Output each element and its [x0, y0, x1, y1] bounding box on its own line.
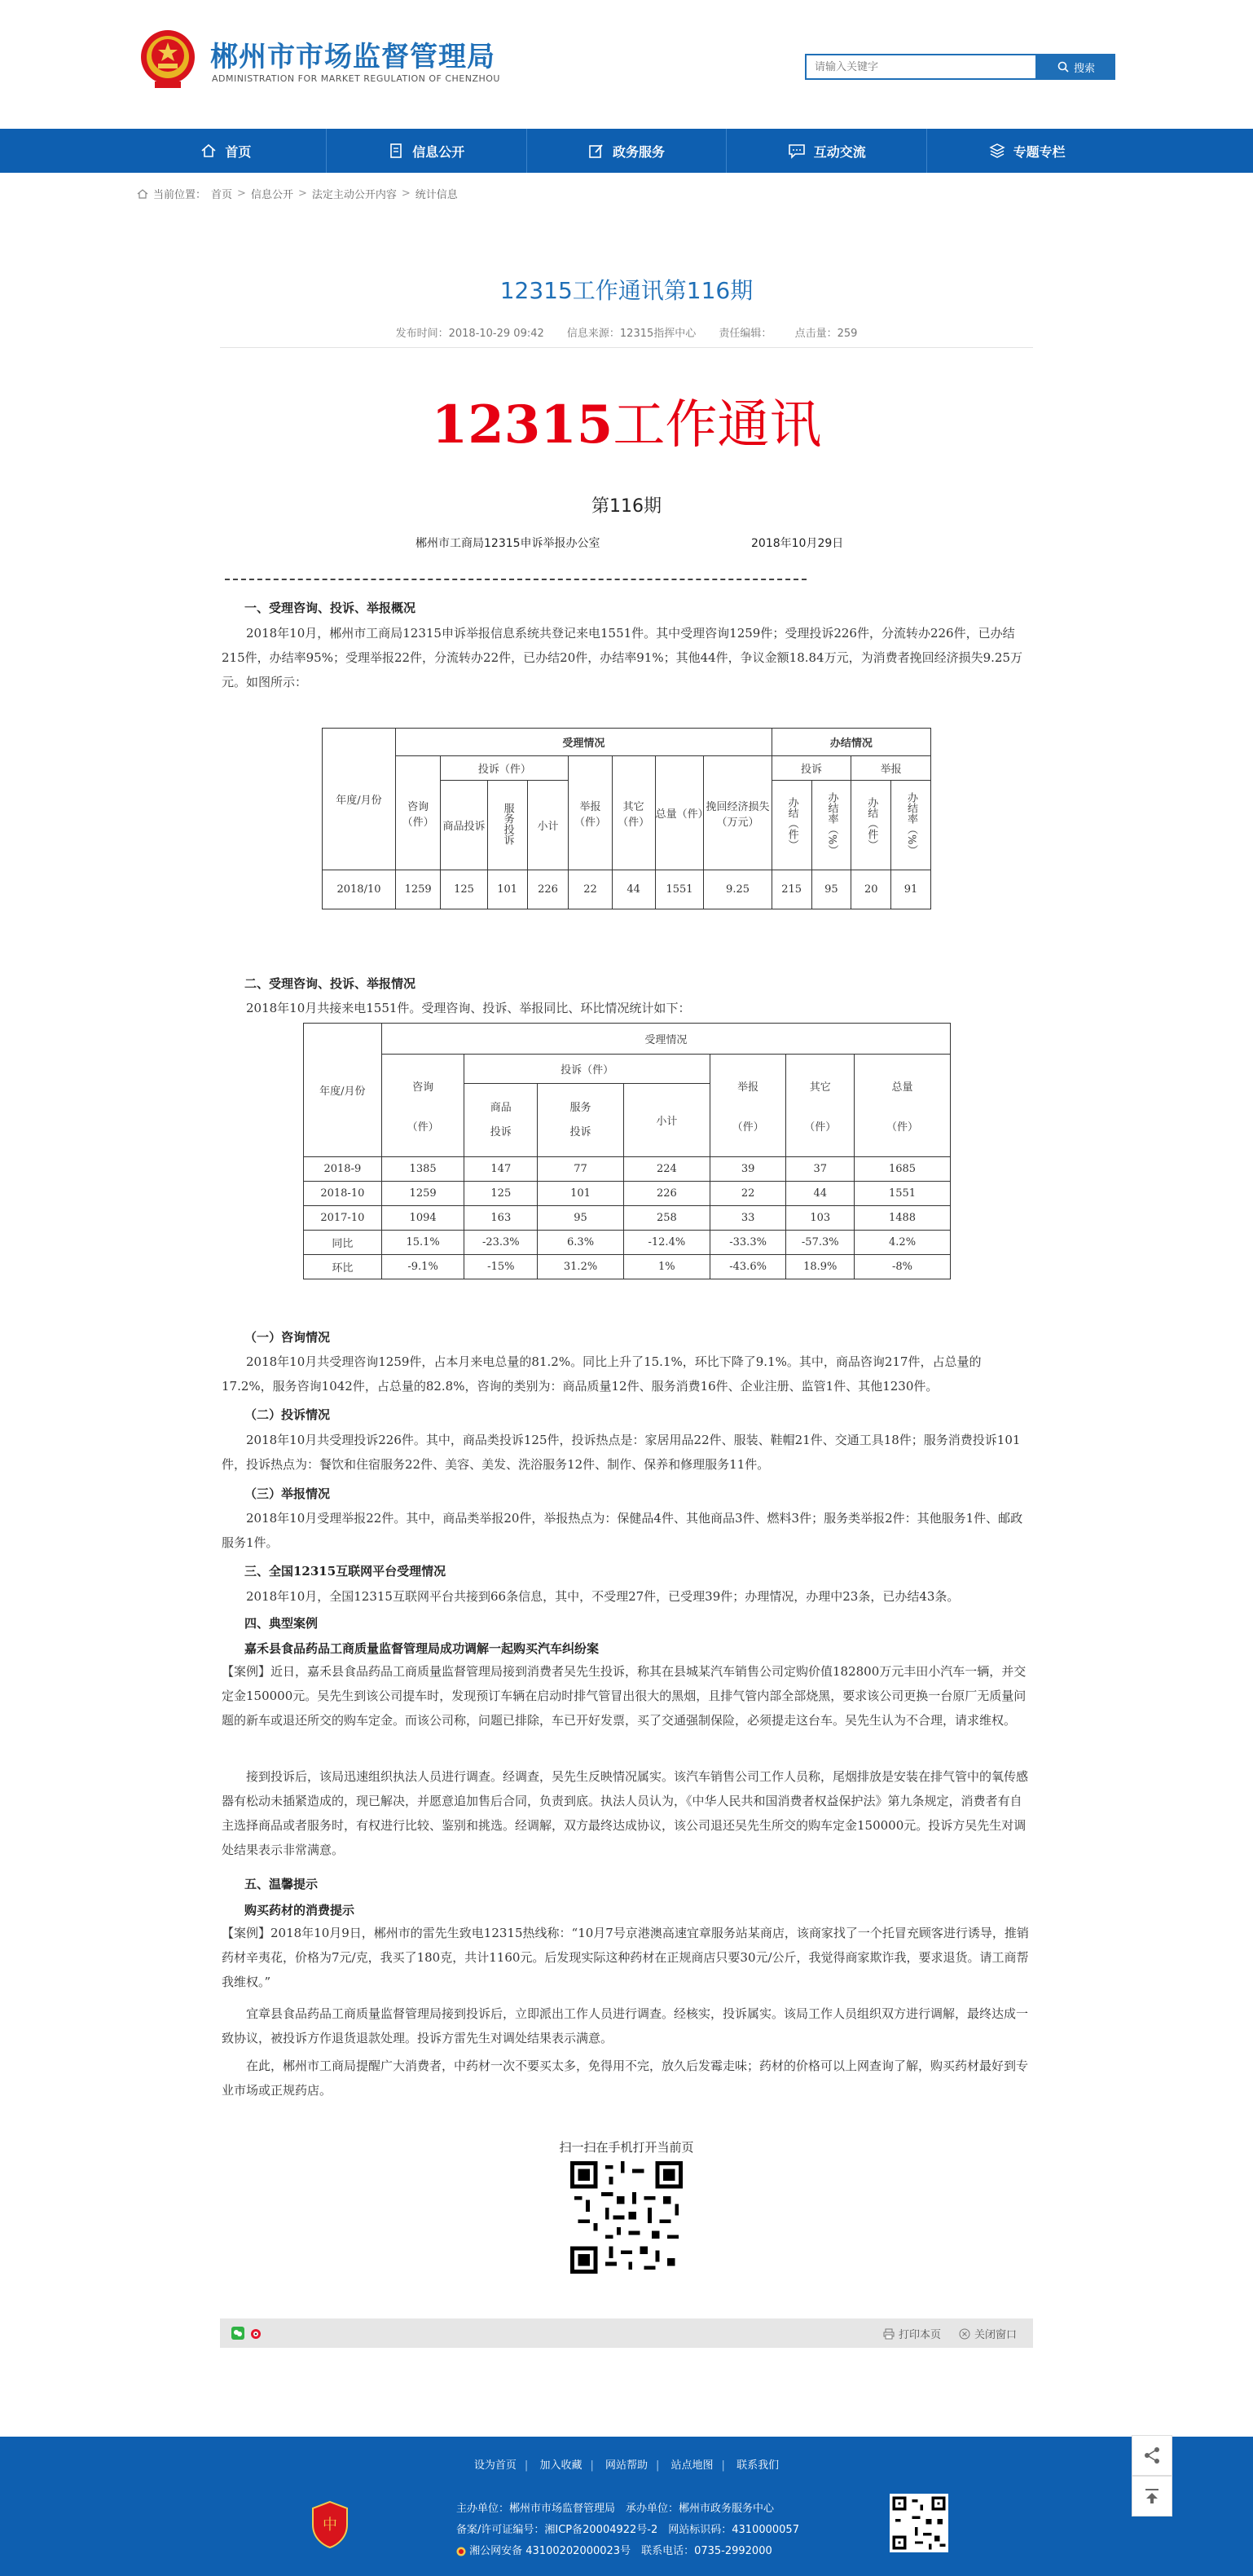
- footer-icp: 备案/许可证编号：湘ICP备20004922号-2 网站标识码：4310000057: [456, 2524, 799, 2536]
- paragraph: 2018年10月，全国12315互联网平台共接到66条信息，其中，不受理27件，已受理39件；办理情况，办理中23条，已办结43条。: [246, 1589, 960, 1604]
- search-icon: [1057, 61, 1069, 73]
- table-header: 受理情况: [381, 1024, 950, 1055]
- breadcrumb-item[interactable]: 首页: [211, 189, 233, 201]
- table-header: 咨询（件）: [395, 756, 440, 870]
- table-header: [811, 781, 851, 870]
- footer-police-text: 湘公网安备 43100202000023号 联系电话：0735-2992000: [469, 2545, 772, 2557]
- table-cell: 2018-10: [304, 1182, 382, 1206]
- table-cell: 同比: [304, 1231, 382, 1255]
- table-header: 举报: [851, 756, 931, 781]
- table-cell: 33: [710, 1206, 786, 1231]
- scan-hint: 扫一扫在手机打开当前页: [559, 2140, 694, 2155]
- table-header: [487, 781, 527, 870]
- paragraph: 2018年10月受理举报22件。其中，商品类举报20件，举报热点为：保健品4件、其他商品3件、燃料3件；服务类举报2件：其他服务1件、邮政服务1件。: [222, 1511, 1023, 1550]
- summary-table: [322, 728, 931, 909]
- paragraph: 接到投诉后，该局迅速组织执法人员进行调查。经调查，吴先生反映情况属实。该汽车销售公司工作人员称，尾烟排放是安装在排气管中的氧传感器有松动未插紧造成的，现已解决，并愿意追加售后合同，负责到底。执法人员认为，《中华人民共和国消费者权益保护法》第九条规定，消费者有自主选择商品或者服务时，有权进行比较、鉴别和挑选。经调解，双方最终达成协议，该公司退还吴先生所交的购车定金150000元。投诉方吴先生对调处结果表示非常满意。: [222, 1769, 1029, 1857]
- table-header-text: 办结率（%）: [825, 791, 838, 856]
- nav-item-service[interactable]: [527, 129, 728, 173]
- national-emblem-icon: [138, 28, 197, 90]
- table-header: 投诉: [772, 756, 851, 781]
- table-cell: 4.2%: [855, 1231, 951, 1255]
- footer-info: [456, 2499, 799, 2562]
- edit-icon: [588, 143, 605, 159]
- breadcrumb-item[interactable]: 统计信息: [415, 189, 458, 201]
- divider: [220, 347, 1033, 348]
- table-cell: 147: [464, 1157, 538, 1182]
- section-heading: 三、全国12315互联网平台受理情况: [244, 1564, 446, 1579]
- table-cell: 103: [786, 1206, 855, 1231]
- info-source: 信息来源：12315指挥中心: [566, 328, 697, 340]
- table-header-text: 服务投诉: [501, 802, 514, 845]
- table-cell: 1094: [381, 1206, 464, 1231]
- main-nav: [0, 129, 1253, 173]
- table-row: [304, 1231, 951, 1255]
- site-subtitle: ADMINISTRATION FOR MARKET REGULATION OF CHENZHOU: [212, 73, 500, 84]
- table-header-text: 服务投诉: [569, 1101, 591, 1138]
- table-header: 举报（件）: [569, 756, 612, 870]
- headline-number: 12315: [431, 394, 613, 456]
- table-cell: -43.6%: [710, 1255, 786, 1279]
- table-cell: 环比: [304, 1255, 382, 1279]
- footer-police: [456, 2541, 799, 2562]
- footer-link[interactable]: 设为首页: [473, 2459, 517, 2472]
- table-header: 投诉（件）: [464, 1055, 710, 1084]
- table-header: [851, 781, 891, 870]
- paragraph: 【案例】近日，嘉禾县食品药品工商质量监督管理局接到消费者吴先生投诉，称其在县城某汽车销售公司定购价值182800万元丰田小汽车一辆，并交定金150000元。吴先生到该公司提车时，发现预订车辆在启动时排气管冒出很大的黑烟，且排气管内部全部烧黑，要求该公司更换一台原厂无质量问题的新车或退还所交的购车定金。而该公司称，问题已排除，车已开好发票，买了交通强制保险，必须提走这台车。吴先生认为不合理，请求维权。: [222, 1664, 1027, 1728]
- layers-icon: [989, 143, 1005, 159]
- table-header-text: 咨询: [412, 1081, 434, 1094]
- close-icon: [959, 2328, 970, 2340]
- table-cell: 6.3%: [538, 1231, 624, 1255]
- breadcrumb-item[interactable]: 信息公开: [250, 189, 293, 201]
- table-cell: 2017-10: [304, 1206, 382, 1231]
- table-cell: -8%: [855, 1255, 951, 1279]
- share-icon: [1142, 2446, 1162, 2465]
- table-cell: 226: [527, 870, 569, 909]
- table-header: 挽回经济损失（万元）: [704, 756, 772, 870]
- table-header: [772, 781, 811, 870]
- table-header-text: 办结（件）: [865, 797, 878, 850]
- breadcrumb: 当前位置： 首页 > 信息公开 > 法定主动公开内容 > 统计信息: [137, 186, 458, 201]
- table-cell: 95: [811, 870, 851, 909]
- nav-item-info[interactable]: [327, 129, 527, 173]
- table-header-unit: （件）: [886, 1121, 919, 1134]
- table-cell: -57.3%: [786, 1231, 855, 1255]
- article-meta: [0, 324, 1253, 340]
- footer-links: 设为首页 | 加入收藏 | 网站帮助 | 站点地图 | 联系我们: [473, 2459, 780, 2472]
- footer-link[interactable]: 网站帮助: [605, 2459, 648, 2472]
- table-header: [381, 1055, 464, 1157]
- wechat-share-icon[interactable]: [231, 2327, 244, 2340]
- section-heading: （三）举报情况: [244, 1486, 331, 1501]
- view-count: 点击量：259: [794, 328, 858, 340]
- print-button[interactable]: [883, 2326, 941, 2341]
- search-button-label: 搜索: [1073, 62, 1095, 75]
- weibo-share-icon[interactable]: [249, 2327, 262, 2340]
- table-cell: 163: [464, 1206, 538, 1231]
- chat-icon: [788, 143, 806, 159]
- table-cell: 1259: [381, 1182, 464, 1206]
- nav-item-interact[interactable]: [727, 129, 927, 173]
- paragraph: 【案例】2018年10月9日，郴州市的雷先生致电12315热线称：“10月7号京港澳高速宜章服务站某商店，该商家找了一个托冒充顾客进行诱导，推销药材辛夷花，价格为7元/克，我买了180克，共计1160元。后发现实际这种药材在正规商店只要30元/公斤，我觉得商家欺诈我，要求退货。请工商帮我维权。”: [222, 1926, 1029, 1989]
- nav-item-home[interactable]: [126, 129, 327, 173]
- footer-link[interactable]: 站点地图: [670, 2459, 714, 2472]
- table-header: 商品投诉: [441, 781, 487, 870]
- table-header-text: 商品投诉: [490, 1101, 512, 1138]
- table-cell: 215: [772, 870, 811, 909]
- footer-organizer: 主办单位：郴州市市场监督管理局 承办单位：郴州市政务服务中心: [456, 2503, 775, 2515]
- nav-item-label: 首页: [225, 143, 252, 160]
- gov-site-badge-icon[interactable]: [310, 2500, 350, 2549]
- paragraph: 2018年10月，郴州市工商局12315申诉举报信息系统共登记来电1551件。其中受理咨询1259件；受理投诉226件，分流转办226件，已办结215件，办结率95%；受理举报22件，分流转办22件，已办结20件，办结率91%；其他44件，争议金额18.84万元，为消费者挽回经济损失9.25万元。如图所示：: [222, 626, 1023, 689]
- table-cell: 22: [569, 870, 612, 909]
- article-toolbar: [220, 2318, 1033, 2348]
- section-heading: 五、温馨提示: [244, 1877, 319, 1891]
- table-header: [538, 1084, 624, 1157]
- table-row: [304, 1206, 951, 1231]
- table-cell: 1385: [381, 1157, 464, 1182]
- table-cell: 44: [786, 1182, 855, 1206]
- table-cell: 101: [538, 1182, 624, 1206]
- table-header: 其它（件）: [612, 756, 655, 870]
- table-header: [786, 1055, 855, 1157]
- paragraph: 2018年10月共接来电1551件。受理咨询、投诉、举报同比、环比情况统计如下：: [246, 1001, 691, 1015]
- table-cell: 125: [464, 1182, 538, 1206]
- table-cell: 1259: [395, 870, 440, 909]
- qr-code-icon: [570, 2161, 683, 2274]
- table-cell: -23.3%: [464, 1231, 538, 1255]
- table-header-text: 总量: [891, 1081, 913, 1094]
- table-header: 小计: [527, 781, 569, 870]
- table-header: [891, 781, 931, 870]
- headline-text: 工作通讯: [613, 395, 822, 456]
- issue-date: 2018年10月29日: [751, 537, 844, 550]
- table-header: [855, 1055, 951, 1157]
- table-cell: 91: [891, 870, 931, 909]
- nav-item-label: 专题专栏: [1013, 143, 1066, 160]
- comparison-table: [303, 1023, 951, 1279]
- paragraph: 在此，郴州市工商局提醒广大消费者，中药材一次不要买太多，免得用不完，放久后发霉走味；药材的价格可以上网查询了解，购买药材最好到专业市场或正规药店。: [222, 2059, 1029, 2098]
- table-cell: -9.1%: [381, 1255, 464, 1279]
- article-title: 12315工作通讯第116期: [499, 277, 754, 304]
- footer-link[interactable]: 联系我们: [736, 2459, 780, 2472]
- table-cell: 37: [786, 1157, 855, 1182]
- paragraph: 宜章县食品药品工商质量监督管理局接到投诉后，立即派出工作人员进行调查。经核实，投诉属实。该局工作人员组织双方进行调解，最终达成一致协议，被投诉方作退货退款处理。投诉方雷先生对调处结果表示满意。: [222, 2006, 1029, 2045]
- table-header-unit: （件）: [407, 1121, 439, 1134]
- table-header: 总量（件）: [655, 756, 704, 870]
- table-cell: 1488: [855, 1206, 951, 1231]
- table-cell: 125: [441, 870, 487, 909]
- publish-time: 发布时间：2018-10-29 09:42: [395, 328, 544, 340]
- table-header-text: 其它: [809, 1081, 831, 1094]
- close-label: 关闭窗口: [974, 2329, 1017, 2341]
- table-cell: -33.3%: [710, 1231, 786, 1255]
- close-window-button[interactable]: [959, 2326, 1017, 2341]
- table-header-unit: （件）: [804, 1121, 837, 1134]
- table-cell: 1%: [623, 1255, 710, 1279]
- site-title: 郴州市市场监督管理局: [210, 41, 495, 73]
- table-cell: 224: [623, 1157, 710, 1182]
- document-icon: [388, 143, 404, 159]
- svg-text:中: 中: [323, 2517, 337, 2534]
- home-icon: [137, 188, 148, 200]
- print-icon: [883, 2328, 895, 2340]
- nav-item-label: 信息公开: [412, 143, 465, 160]
- back-to-top-button[interactable]: [1132, 2476, 1172, 2517]
- section-heading: （一）咨询情况: [244, 1330, 331, 1345]
- table-cell: 77: [538, 1157, 624, 1182]
- search-box: [805, 54, 1037, 80]
- table-cell: 15.1%: [381, 1231, 464, 1255]
- table-header-text: 年度/月份: [336, 795, 382, 807]
- table-header: [710, 1055, 786, 1157]
- home-icon: [200, 143, 217, 159]
- tip-title: 购买药材的消费提示: [244, 1903, 355, 1918]
- table-header: 办结情况: [772, 729, 930, 756]
- section-heading: 一、受理咨询、投诉、举报概况: [244, 601, 416, 615]
- breadcrumb-label: 当前位置：: [153, 189, 207, 201]
- table-cell: 1685: [855, 1157, 951, 1182]
- table-cell: 101: [487, 870, 527, 909]
- nav-item-topic[interactable]: [927, 129, 1127, 173]
- table-header: 投诉（件）: [441, 756, 569, 781]
- table-row: [304, 1157, 951, 1182]
- nav-item-label: 政务服务: [612, 143, 665, 160]
- table-header: 年度/月份: [304, 1024, 382, 1157]
- table-row: [304, 1255, 951, 1279]
- footer-link[interactable]: 加入收藏: [539, 2459, 583, 2472]
- section-heading: 四、典型案例: [244, 1616, 319, 1631]
- table-cell: 22: [710, 1182, 786, 1206]
- table-cell: 2018/10: [323, 870, 396, 909]
- issue-number: 第116期: [591, 496, 662, 517]
- table-header-text: 举报: [737, 1081, 759, 1094]
- print-label: 打印本页: [898, 2329, 941, 2341]
- breadcrumb-item[interactable]: 法定主动公开内容: [311, 189, 397, 201]
- site-header: [0, 0, 1253, 129]
- table-header: 小计: [623, 1084, 710, 1157]
- table-header: [323, 729, 396, 870]
- table-cell: 1551: [855, 1182, 951, 1206]
- dashed-divider: [225, 579, 807, 580]
- police-badge-icon: [456, 2547, 466, 2556]
- share-float-button[interactable]: [1132, 2435, 1172, 2476]
- table-cell: -12.4%: [623, 1231, 710, 1255]
- editor: 责任编辑：: [719, 328, 772, 340]
- table-header-unit: （件）: [732, 1121, 764, 1134]
- table-cell: 226: [623, 1182, 710, 1206]
- table-header-text: 办结率（%）: [905, 791, 918, 856]
- office-name: 郴州市工商局12315申诉举报办公室: [415, 537, 600, 550]
- nav-item-label: 互动交流: [813, 143, 866, 160]
- table-cell: 18.9%: [786, 1255, 855, 1279]
- table-header: [464, 1084, 538, 1157]
- table-cell: 44: [612, 870, 655, 909]
- table-row: [323, 870, 931, 909]
- table-cell: 9.25: [704, 870, 772, 909]
- table-header: 受理情况: [395, 729, 772, 756]
- table-row: [304, 1182, 951, 1206]
- site-footer: [0, 2437, 1253, 2576]
- section-heading: 二、受理咨询、投诉、举报情况: [244, 976, 416, 991]
- paragraph: 2018年10月共受理咨询1259件，占本月来电总量的81.2%。同比上升了15.1%，环比下降了9.1%。其中，商品咨询217件，占总量的17.2%，服务咨询1042件，占总量的82.8%，咨询的类别为：商品质量12件、服务消费16件、企业注册、监管1件、其他1230件。: [222, 1354, 982, 1394]
- search-input[interactable]: [807, 55, 1043, 78]
- paragraph: 2018年10月共受理投诉226件。其中，商品类投诉125件，投诉热点是：家居用品22件、服装、鞋帽21件、交通工具18件；服务消费投诉101件，投诉热点为：餐饮和住宿服务22件、美容、美发、洗浴服务12件、制作、保养和修理服务11件。: [222, 1433, 1021, 1472]
- section-heading: （二）投诉情况: [244, 1407, 331, 1422]
- table-cell: 95: [538, 1206, 624, 1231]
- table-cell: -15%: [464, 1255, 538, 1279]
- footer-qr-code-icon: [890, 2494, 948, 2552]
- arrow-up-icon: [1142, 2486, 1162, 2506]
- table-cell: 2018-9: [304, 1157, 382, 1182]
- table-cell: 1551: [655, 870, 704, 909]
- case-title: 嘉禾县食品药品工商质量监督管理局成功调解一起购买汽车纠纷案: [244, 1641, 600, 1656]
- table-cell: 31.2%: [538, 1255, 624, 1279]
- table-cell: 39: [710, 1157, 786, 1182]
- table-cell: 258: [623, 1206, 710, 1231]
- table-cell: 20: [851, 870, 891, 909]
- search-button[interactable]: [1037, 54, 1115, 80]
- table-header-text: 办结（件）: [785, 797, 798, 850]
- newsletter-headline: [0, 383, 1253, 458]
